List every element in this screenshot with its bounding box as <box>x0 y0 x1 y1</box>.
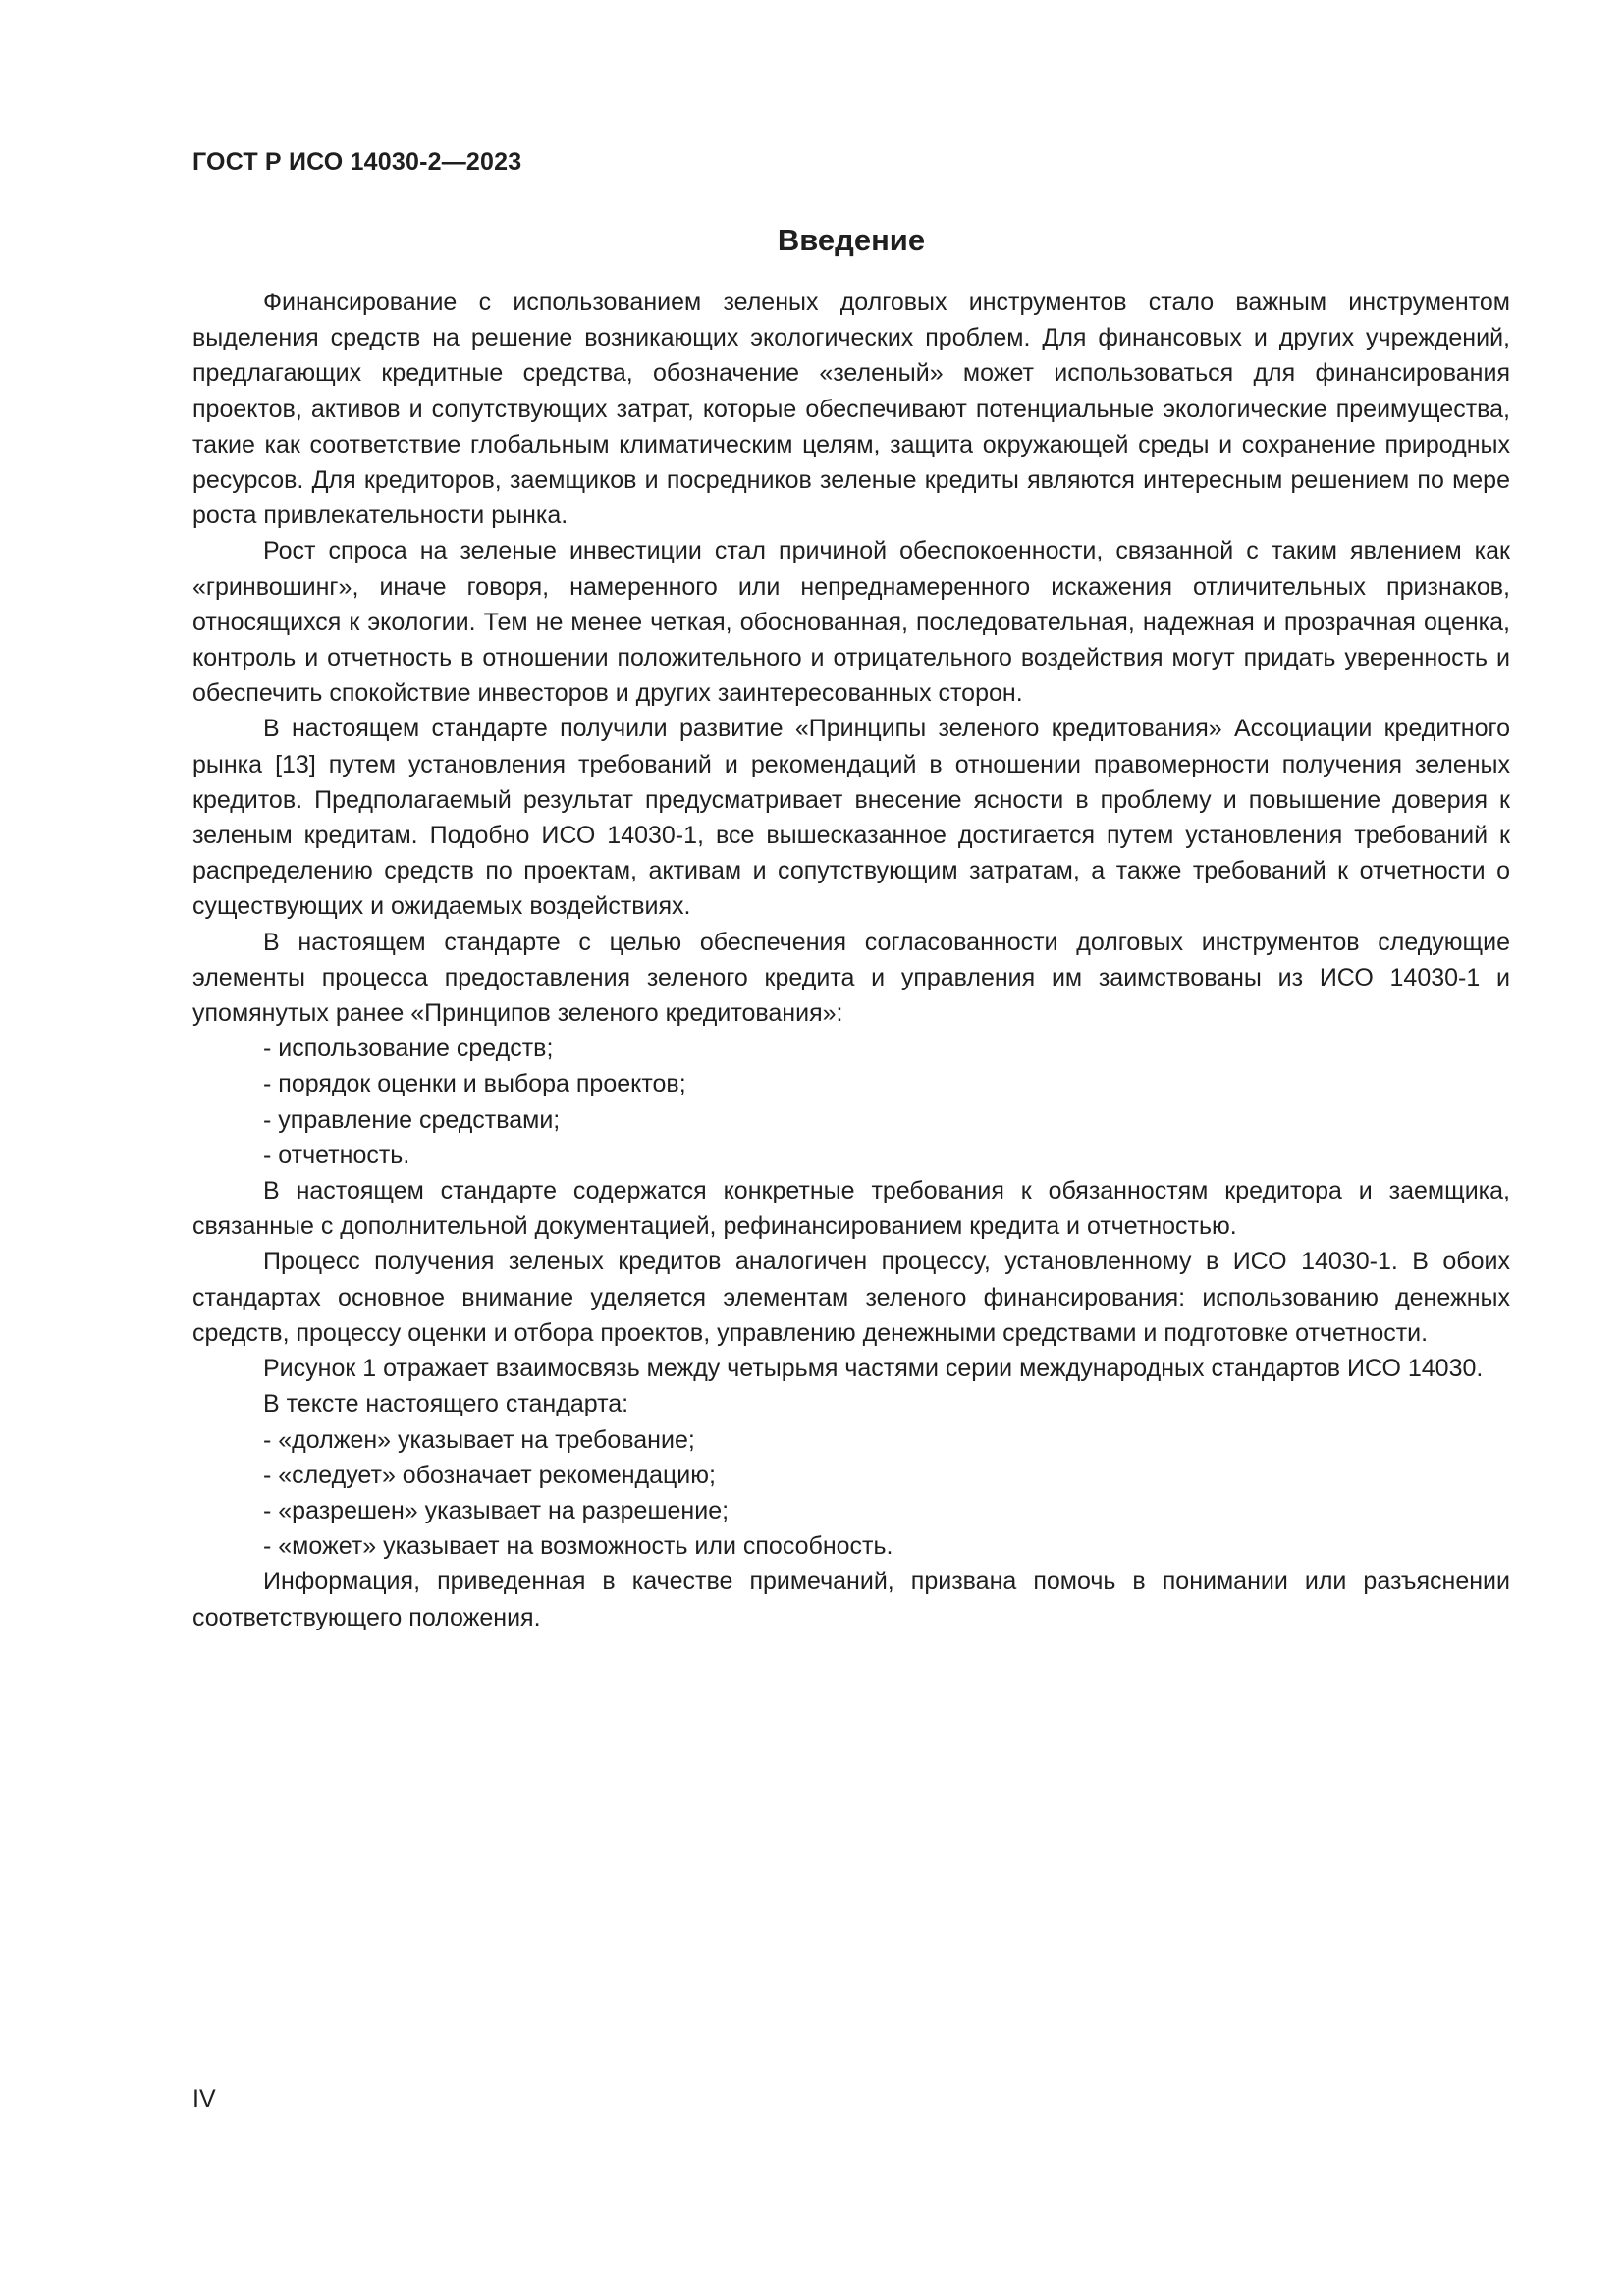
list-item: - управление средствами; <box>263 1102 1510 1138</box>
list-item: - «следует» обозначает рекомендацию; <box>263 1458 1510 1493</box>
paragraph: В настоящем стандарте получили развитие «Принципы зеленого кредитования» Ассоциации кредитного рынка [13] путем установления требований и рекомендаций в отношении правомерности получения зеленых кредитов. Предполагаемый результат предусматривает внесение ясности в проблему и повышение доверия к зеленым кредитам. Подобно ИСО 14030-1, все вышесказанное достигается путем установления требований к распределению средств по проектам, активам и сопутствующим затратам, а также требований к отчетности о существующих и ожидаемых воздействиях. <box>192 715 1510 921</box>
elements-list <box>192 1031 1510 1173</box>
list-item: - «разрешен» указывает на разрешение; <box>263 1493 1510 1528</box>
list-item: - порядок оценки и выбора проектов; <box>263 1066 1510 1101</box>
paragraph: В настоящем стандарте содержатся конкретные требования к обязанностям кредитора и заемщика, связанные с дополнительной документацией, рефинансированием кредита и отчетностью. <box>192 1177 1510 1241</box>
list-item: - «должен» указывает на требование; <box>263 1422 1510 1458</box>
paragraph: Рост спроса на зеленые инвестиции стал причиной обеспокоенности, связанной с таким явлением как «гринвошинг», иначе говоря, намеренного или непреднамеренного искажения отличительных признаков, относящихся к экологии. Тем не менее четкая, обоснованная, последовательная, надежная и прозрачная оценка, контроль и отчетность в отношении положительного и отрицательного воздействия могут придать уверенность и обеспечить спокойствие инвесторов и других заинтересованных сторон. <box>192 537 1510 708</box>
paragraph: В тексте настоящего стандарта: <box>263 1390 629 1418</box>
document-body <box>192 285 1510 1635</box>
section-title: Введение <box>777 223 926 257</box>
paragraph: Информация, приведенная в качестве примечаний, призвана помочь в понимании или разъяснении соответствующего положения. <box>192 1568 1510 1631</box>
document-code-header: ГОСТ Р ИСО 14030-2—2023 <box>192 148 522 176</box>
terms-list <box>192 1422 1510 1565</box>
list-item: - отчетность. <box>263 1138 1510 1173</box>
paragraph: Рисунок 1 отражает взаимосвязь между четырьмя частями серии международных стандартов ИСО 14030. <box>263 1355 1484 1383</box>
paragraph: Финансирование с использованием зеленых долговых инструментов стало важным инструментом выделения средств на решение возникающих экологических проблем. Для финансовых и других учреждений, предлагающих кредитные средства, обозначение «зеленый» может использоваться для финансирования проектов, активов и сопутствующих затрат, которые обеспечивают потенциальные экологические преимущества, такие как соответствие глобальным климатическим целям, защита окружающей среды и сохранение природных ресурсов. Для кредиторов, заемщиков и посредников зеленые кредиты являются интересным решением по мере роста привлекательности рынка. <box>192 289 1510 530</box>
paragraph: Процесс получения зеленых кредитов аналогичен процессу, установленному в ИСО 14030-1. В обоих стандартах основное внимание уделяется элементам зеленого финансирования: использованию денежных средств, процессу оценки и отбора проектов, управлению денежными средствами и подготовке отчетности. <box>192 1248 1510 1347</box>
list-item: - использование средств; <box>263 1031 1510 1066</box>
paragraph: В настоящем стандарте с целью обеспечения согласованности долговых инструментов следующие элементы процесса предоставления зеленого кредита и управления им заимствованы из ИСО 14030-1 и упомянутых ранее «Принципов зеленого кредитования»: <box>192 928 1510 1028</box>
page-number: IV <box>192 2085 216 2112</box>
list-item: - «может» указывает на возможность или способность. <box>263 1528 1510 1564</box>
